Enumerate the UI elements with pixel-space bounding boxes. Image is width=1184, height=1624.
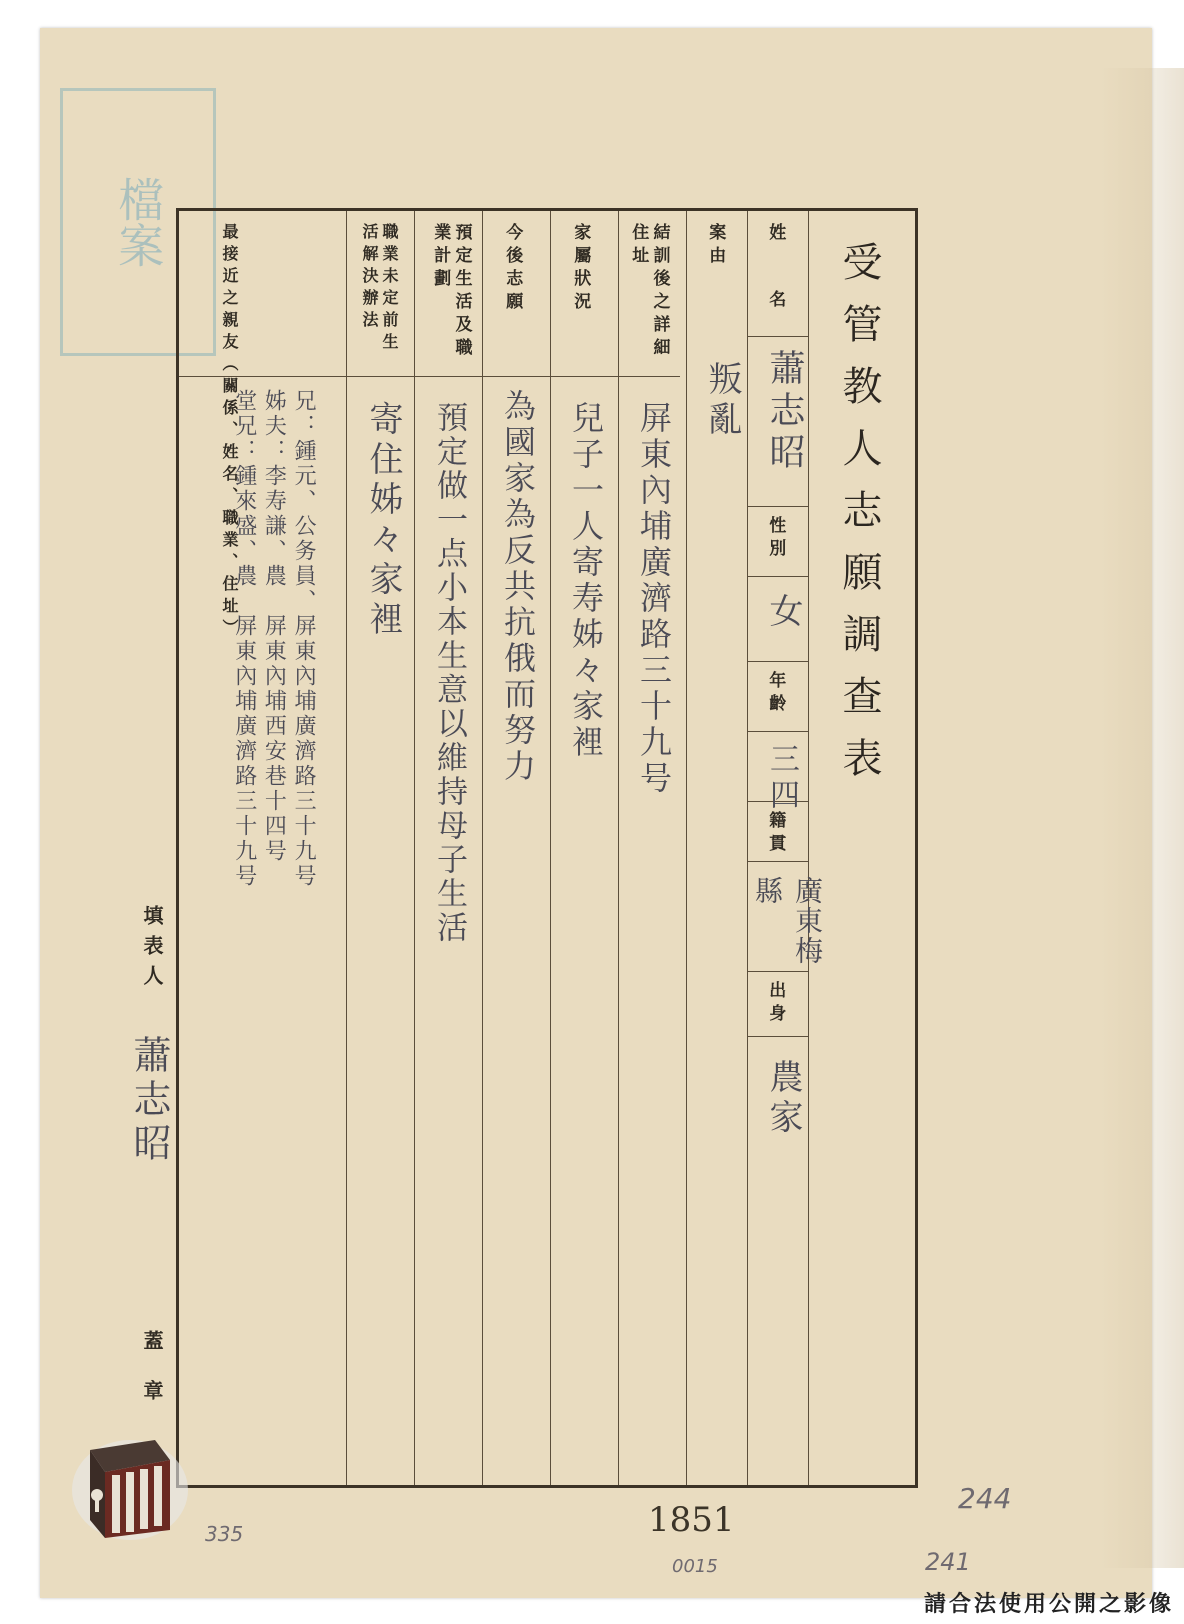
label-address: 結訓後之詳細住址 — [628, 223, 670, 361]
label-name: 姓名 — [765, 223, 786, 357]
pencil-note: 335 — [205, 1522, 244, 1546]
value-relatives — [229, 389, 318, 1469]
origin-value-divider — [747, 971, 808, 972]
background-label-divider — [747, 1036, 808, 1037]
value-sex: 女 — [763, 593, 803, 633]
usage-watermark: 請合法使用公開之影像 — [923, 1592, 1174, 1617]
label-plan: 預定生活及職業計劃 — [430, 223, 472, 361]
value-plan: 預定做一点小本生意以維持母子生活 — [431, 401, 467, 945]
seal-label: 蓋章 — [140, 1330, 164, 1430]
col-divider — [414, 211, 415, 1485]
value-family: 兒子一人寄寿姊々家裡 — [567, 401, 605, 761]
label-age: 年齡 — [765, 671, 786, 717]
value-address: 屏東內埔廣濟路三十九号 — [635, 401, 673, 797]
relative-entry: 兄：鍾元、公务員、屏東內埔廣濟路三十九号 — [291, 389, 317, 889]
sex-label-divider — [747, 576, 808, 577]
label-family: 家屬狀況 — [570, 223, 591, 315]
label-origin: 籍貫 — [765, 811, 786, 857]
pencil-note: 244 — [958, 1482, 1012, 1515]
filler-label: 填表人 — [140, 905, 164, 995]
col-divider — [686, 211, 687, 1485]
relative-entry: 堂兄：鍾來盛、農 屏東內埔廣濟路三十九号 — [231, 389, 257, 889]
label-background: 出身 — [765, 981, 786, 1027]
col-divider — [482, 211, 483, 1485]
col-divider — [346, 211, 347, 1485]
value-aspiration: 為國家為反共抗俄而努力 — [499, 389, 537, 785]
relative-entry: 姊夫：李寿謙、農 屏東內埔西安巷十四号 — [261, 389, 287, 864]
label-sex: 性別 — [765, 516, 786, 562]
label-relatives: 最接近之親友（關係、姓名、職業、住址） — [220, 223, 239, 641]
pencil-note: 241 — [925, 1548, 971, 1576]
origin-label-divider — [747, 861, 808, 862]
age-label-divider — [747, 731, 808, 732]
value-case-reason: 叛亂 — [702, 361, 742, 441]
filler-signature: 蕭志昭 — [127, 1035, 171, 1167]
paper-edge-stain — [1100, 68, 1184, 1568]
sex-value-divider — [747, 661, 808, 662]
value-background: 農家 — [763, 1059, 803, 1139]
value-name: 蕭志昭 — [764, 349, 805, 475]
col-divider — [550, 211, 551, 1485]
label-aspiration: 今後志願 — [502, 223, 523, 315]
name-value-divider — [747, 506, 808, 507]
label-case-reason: 案由 — [705, 223, 726, 269]
archive-stamp-text: 檔案 — [111, 176, 166, 268]
value-origin: 廣東梅縣 — [751, 876, 824, 966]
archive-logo-icon — [70, 1420, 190, 1540]
header-row-divider — [179, 376, 680, 377]
page-number: 1851 — [648, 1500, 735, 1540]
col-divider — [618, 211, 619, 1485]
form-title: 受管教人志願調查表 — [836, 241, 882, 799]
pencil-note: 0015 — [672, 1556, 718, 1577]
value-fallback: 寄住姊々家裡 — [363, 401, 403, 641]
label-fallback: 職業未定前生活解決辦法 — [360, 223, 399, 355]
value-age: 三四 — [764, 743, 799, 815]
col-divider — [747, 211, 748, 1485]
survey-form-table — [176, 208, 918, 1488]
